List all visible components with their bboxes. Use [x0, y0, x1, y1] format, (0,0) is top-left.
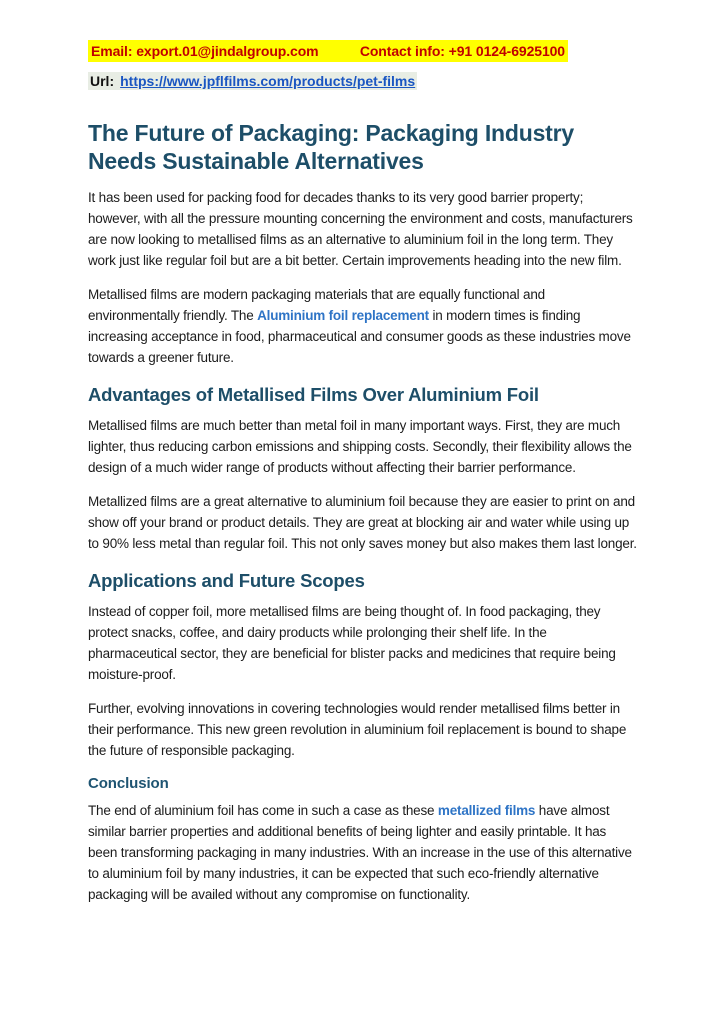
advantages-paragraph-1: Metallised films are much better than metal foil in many important ways. First, they are much lighter, thus reducing carbon emissions and shipping costs. Secondly, their flexibility allows the design of a much wider range of products without affecting their barrier performance. — [88, 418, 632, 475]
page-title: The Future of Packaging: Packaging Industry Needs Sustainable Alternatives — [88, 120, 574, 174]
metallized-films-link[interactable]: metallized films — [437, 803, 536, 818]
url-row — [88, 71, 638, 91]
contact-header-band — [88, 40, 568, 62]
url-highlight — [88, 72, 417, 90]
intro-paragraph-2 — [88, 284, 638, 368]
conclusion-text-after: have almost similar barrier properties and additional benefits of being lighter and easily printable. It has been transforming packaging in many industries. With an increase in the use of this alternative to aluminium foil by many industries, it can be expected that such eco-friendly alternative packaging will be availed without any compromise on functionality. — [88, 803, 632, 902]
conclusion-paragraph — [88, 800, 638, 905]
pet-films-url-link[interactable]: https://www.jpflfilms.com/products/pet-films — [120, 73, 416, 89]
intro-p2-text-after: in modern times is finding increasing acceptance in food, pharmaceutical and consumer goods as these industries move towards a greener future. — [88, 308, 631, 365]
advantages-paragraph-2: Metallized films are a great alternative to aluminium foil because they are easier to print on and show off your brand or product details. They are great at blocking air and water while using up to 90% less metal than regular foil. This not only saves money but also makes them last longer. — [88, 494, 637, 551]
contact-info-text: Contact info: +91 0124-6925100 — [359, 43, 565, 59]
advantages-heading: Advantages of Metallised Films Over Aluminium Foil — [88, 384, 539, 405]
conclusion-text-before: The end of aluminium foil has come in such a case as these — [88, 803, 438, 818]
applications-paragraph-2: Further, evolving innovations in covering technologies would render metallised films better in their performance. This new green revolution in aluminium foil replacement is bound to shape the future of responsible packaging. — [88, 701, 627, 758]
applications-paragraph-1: Instead of copper foil, more metallised films are being thought of. In food packaging, they protect snacks, coffee, and dairy products while prolonging their shelf life. In the pharmaceutical sector, they are beneficial for blister packs and medicines that require being moisture-proof. — [88, 604, 616, 682]
conclusion-heading: Conclusion — [88, 775, 169, 792]
aluminium-foil-replacement-link[interactable]: Aluminium foil replacement — [257, 308, 429, 323]
applications-heading: Applications and Future Scopes — [88, 570, 365, 591]
intro-p2-text-before: Metallised films are modern packaging materials that are equally functional and environmentally friendly. The — [88, 287, 545, 323]
intro-paragraph-1: It has been used for packing food for decades thanks to its very good barrier property; however, with all the pressure mounting concerning the environment and costs, manufacturers are now looking to metallised films as an alternative to aluminium foil in the long term. They work just like regular foil but are a bit better. Certain improvements heading into the new film. — [88, 190, 633, 268]
url-label: Url: — [90, 73, 115, 89]
email-text: Email: export.01@jindalgroup.com — [91, 43, 319, 59]
